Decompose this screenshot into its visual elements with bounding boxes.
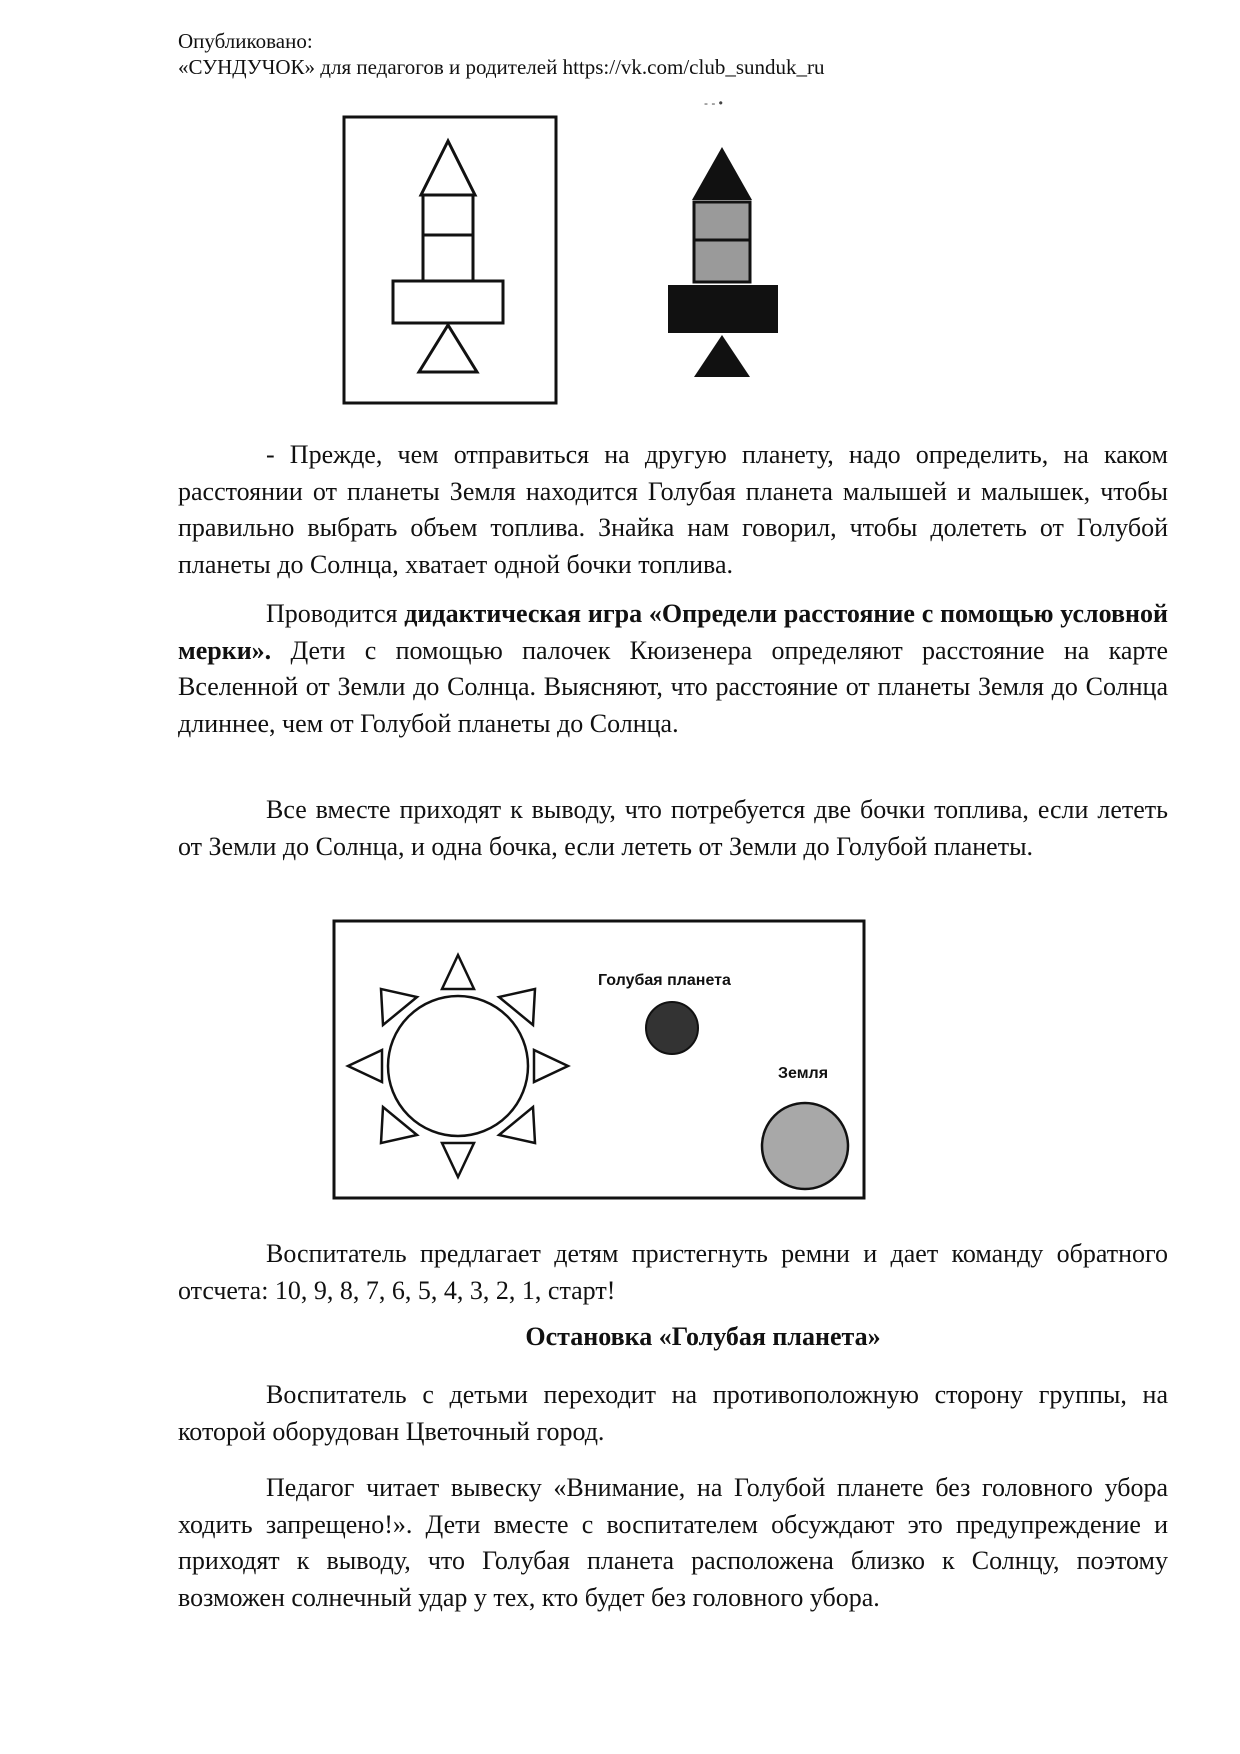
page-header bbox=[178, 28, 825, 80]
rocket-shaded-figure bbox=[668, 96, 778, 377]
rocket-figures bbox=[330, 95, 890, 410]
paragraph-2: Проводится дидактическая игра «Определи расстояние с помощью условной мерки». Дети с помощью палочек Кюизенера определяют расстояние на карте Вселенной от Земли до Солнца. Выясняют, что расстояние от планеты Земля до Солнца длиннее, чем от Голубой планеты до Солнца. bbox=[178, 599, 1168, 738]
paragraph-1: - Прежде, чем отправиться на другую планету, надо определить, на каком расстоянии от планеты Земля находится Голубая планета малышей и малышек, чтобы правильно выбрать объем топлива. Знайка нам говорил, чтобы долететь от Голубой планеты до Солнца, хватает одной бочки топлива. bbox=[178, 440, 1168, 579]
rocket-outline-figure bbox=[344, 117, 556, 403]
section-heading: Остановка «Голубая планета» bbox=[525, 1322, 881, 1351]
earth-label: Земля bbox=[778, 1065, 829, 1082]
paragraph-6: Педагог читает вывеску «Внимание, на Голубой планете без головного убора ходить запрещено!». Дети вместе с воспитателем обсуждают это предупреждение и приходят к выводу, что Голубая планета расположена близко к Солнцу, поэтому возможен солнечный удар у тех, кто будет без головного убора. bbox=[178, 1473, 1168, 1612]
blue-planet bbox=[646, 1002, 698, 1054]
paragraph-5: Воспитатель с детьми переходит на противоположную сторону группы, на которой оборудован Цветочный город. bbox=[178, 1380, 1168, 1446]
space-map-figure bbox=[330, 915, 870, 1205]
paragraph-4: Воспитатель предлагает детям пристегнуть ремни и дает команду обратного отсчета: 10, 9, 8, 7, 6, 5, 4, 3, 2, 1, старт! bbox=[178, 1239, 1168, 1305]
earth-planet bbox=[762, 1103, 848, 1189]
paragraph-3: Все вместе приходят к выводу, что потребуется две бочки топлива, если лететь от Земли до Солнца, и одна бочка, если лететь от Земли до Голубой планеты. bbox=[178, 795, 1168, 861]
published-label: Опубликовано: bbox=[178, 29, 313, 53]
svg-text:- - •: - - • bbox=[704, 96, 723, 110]
blue-planet-label: Голубая планета bbox=[598, 972, 731, 989]
didactic-game-title: дидактическая игра «Определи расстояние с помощью условной мерки». bbox=[178, 599, 1168, 665]
sun-icon bbox=[348, 955, 568, 1177]
source-line: «СУНДУЧОК» для педагогов и родителей https://vk.com/club_sunduk_ru bbox=[178, 55, 825, 79]
